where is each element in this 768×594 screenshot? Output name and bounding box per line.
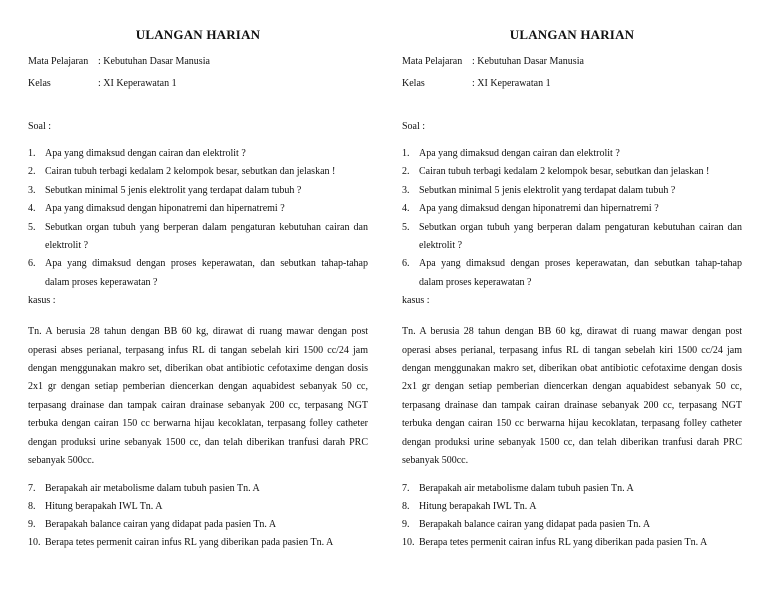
question-item <box>28 163 368 181</box>
question-number: 5. <box>402 221 410 233</box>
question-text: Apa yang dimaksud dengan cairan dan elektrolit ? <box>45 148 246 159</box>
question-text: Apa yang dimaksud dengan cairan dan elektrolit ? <box>419 148 620 159</box>
question-text: Apa yang dimaksud dengan proses keperawatan, dan sebutkan tahap-tahap dalam proses keperawatan ? <box>419 258 742 288</box>
question-number: 3. <box>28 184 36 196</box>
question-number: 6. <box>28 258 36 270</box>
question-text: Sebutkan organ tubuh yang berperan dalam pengaturan kebutuhan cairan dan elektrolit ? <box>45 221 368 252</box>
case-question-list <box>402 480 742 552</box>
question-text: Apa yang dimaksud dengan hiponatremi dan hipernatremi ? <box>45 203 285 215</box>
question-number: 4. <box>28 203 36 215</box>
question-item <box>402 219 742 256</box>
meta-subject-key: Mata Pelajaran <box>28 56 89 67</box>
question-number: 7. <box>402 482 410 494</box>
kasus-label: kasus : <box>402 295 430 307</box>
question-item <box>28 516 368 534</box>
question-number: 6. <box>402 258 410 270</box>
question-number: 1. <box>28 148 36 159</box>
meta-subject <box>28 56 374 68</box>
question-list <box>402 145 742 292</box>
meta-class-value: : XI Keperawatan 1 <box>98 78 177 89</box>
question-text: Hitung berapakah IWL Tn. A <box>419 500 537 512</box>
question-item <box>28 480 368 498</box>
question-item <box>28 200 368 218</box>
case-question-list <box>28 480 368 552</box>
meta-subject-key: Mata Pelajaran <box>402 56 463 67</box>
question-text: Sebutkan minimal 5 jenis elektrolit yang terdapat dalam tubuh ? <box>45 184 302 196</box>
question-number: 9. <box>28 518 36 530</box>
question-number: 8. <box>28 500 36 512</box>
question-number: 2. <box>402 166 410 178</box>
question-number: 10. <box>402 536 415 548</box>
question-item <box>402 516 742 534</box>
question-text: Berapakah balance cairan yang didapat pada pasien Tn. A <box>419 518 651 530</box>
sheet-meta <box>28 56 374 90</box>
kasus-label: kasus : <box>28 295 56 307</box>
question-text: Berapakah air metabolisme dalam tubuh pasien Tn. A <box>45 482 260 494</box>
kasus-paragraph: Tn. A berusia 28 tahun dengan BB 60 kg, dirawat di ruang mawar dengan post operasi abses perianal, terpasang infus RL di tangan sebelah kiri 1500 cc/24 jam dengan menggunakan makro set, diberikan obat antibiotic cefotaxime dengan dosis 2x1 gr dengan setiap pemberian diencerkan dengan aquabidest sebanyak 50 cc, terpasang drainase dan tampak cairan drainase sebanyak 200 cc, terpasang NGT terbuka dengan cairan 150 cc berwarna hijau kecoklatan, terpasang folley catheter dengan produksi urine sebanyak 1500 cc, dan telah diberikan tranfusi darah PRC sebanyak 500cc. <box>28 326 368 467</box>
meta-class-value: : XI Keperawatan 1 <box>472 78 551 89</box>
question-text: Berapa tetes permenit cairan infus RL yang diberikan pada pasien Tn. A <box>419 536 708 548</box>
question-item <box>28 219 368 256</box>
meta-class <box>28 78 374 90</box>
question-number: 10. <box>28 536 41 548</box>
question-item <box>402 200 742 218</box>
question-text: Sebutkan minimal 5 jenis elektrolit yang terdapat dalam tubuh ? <box>419 184 676 196</box>
question-item <box>402 534 742 552</box>
question-item <box>402 145 742 163</box>
question-item <box>28 498 368 516</box>
sheet-title: ULANGAN HARIAN <box>135 27 261 42</box>
meta-subject-value: : Kebutuhan Dasar Manusia <box>472 56 584 67</box>
left-sheet <box>0 0 374 594</box>
question-number: 3. <box>402 184 410 196</box>
question-item <box>402 255 742 292</box>
question-text: Cairan tubuh terbagi kedalam 2 kelompok besar, sebutkan dan jelaskan ! <box>419 166 710 178</box>
question-number: 9. <box>402 518 410 530</box>
question-item <box>402 182 742 200</box>
soal-label: Soal : <box>402 121 426 132</box>
meta-class-key: Kelas <box>28 78 51 89</box>
soal-label: Soal : <box>28 121 52 132</box>
meta-subject <box>402 56 768 68</box>
question-text: Hitung berapakah IWL Tn. A <box>45 500 163 512</box>
question-item <box>402 498 742 516</box>
question-item <box>402 163 742 181</box>
question-number: 1. <box>402 148 410 159</box>
kasus-paragraph: Tn. A berusia 28 tahun dengan BB 60 kg, dirawat di ruang mawar dengan post operasi abses perianal, terpasang infus RL di tangan sebelah kiri 1500 cc/24 jam dengan menggunakan makro set, diberikan obat antibiotic cefotaxime dengan dosis 2x1 gr dengan setiap pemberian diencerkan dengan aquabidest sebanyak 50 cc, terpasang drainase dan tampak cairan drainase sebanyak 200 cc, terpasang NGT terbuka dengan cairan 150 cc berwarna hijau kecoklatan, terpasang folley catheter dengan produksi urine sebanyak 1500 cc, dan telah diberikan tranfusi darah PRC sebanyak 500cc. <box>402 326 742 467</box>
question-text: Cairan tubuh terbagi kedalam 2 kelompok besar, sebutkan dan jelaskan ! <box>45 166 336 178</box>
question-text: Berapa tetes permenit cairan infus RL yang diberikan pada pasien Tn. A <box>45 536 334 548</box>
question-item <box>28 182 368 200</box>
question-text: Sebutkan organ tubuh yang berperan dalam pengaturan kebutuhan cairan dan elektrolit ? <box>419 221 742 252</box>
question-item <box>28 145 368 163</box>
question-number: 4. <box>402 203 410 215</box>
question-item <box>28 255 368 292</box>
meta-subject-value: : Kebutuhan Dasar Manusia <box>98 56 210 67</box>
meta-class <box>402 78 768 90</box>
sheet-meta <box>402 56 768 90</box>
question-number: 7. <box>28 482 36 494</box>
question-number: 2. <box>28 166 36 178</box>
question-item <box>402 480 742 498</box>
meta-class-key: Kelas <box>402 78 425 89</box>
question-text: Berapakah air metabolisme dalam tubuh pasien Tn. A <box>419 482 634 494</box>
question-number: 8. <box>402 500 410 512</box>
right-sheet <box>374 0 768 594</box>
question-text: Berapakah balance cairan yang didapat pada pasien Tn. A <box>45 518 277 530</box>
question-text: Apa yang dimaksud dengan hiponatremi dan hipernatremi ? <box>419 203 659 215</box>
question-text: Apa yang dimaksud dengan proses keperawatan, dan sebutkan tahap-tahap dalam proses keperawatan ? <box>45 258 368 288</box>
question-number: 5. <box>28 221 36 233</box>
sheet-title: ULANGAN HARIAN <box>509 27 635 42</box>
question-item <box>28 534 368 552</box>
question-list <box>28 145 368 292</box>
